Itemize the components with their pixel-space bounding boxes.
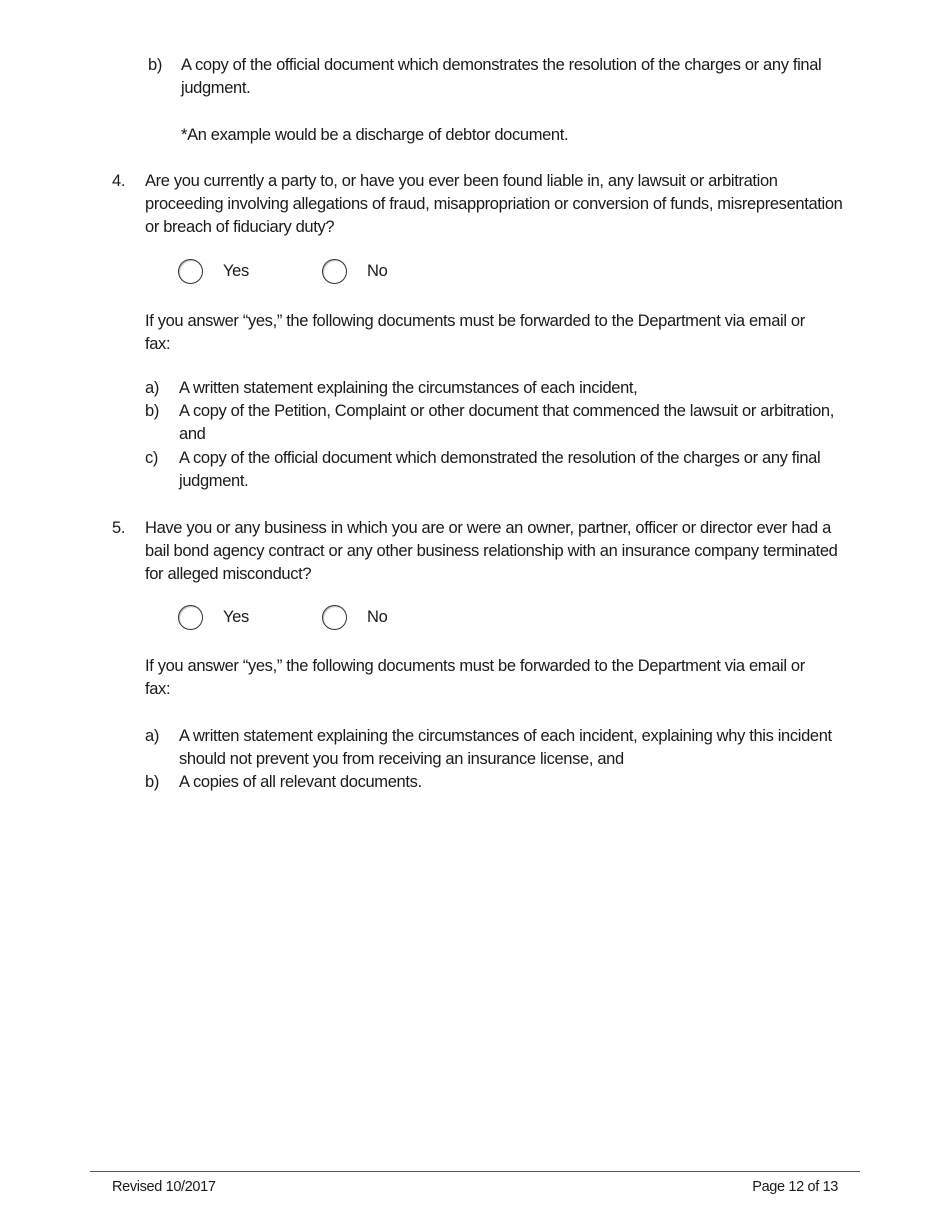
question-4-text: Are you currently a party to, or have you ever been found liable in, any lawsuit or arbitration proceeding involving allegations of fraud, misappropriation or conversion of funds, misrepresentation or breach of fiduciary duty? (145, 172, 843, 237)
list-item-text: A copy of the official document which demonstrated the resolution of the charges or any final judgment. (179, 448, 821, 490)
question-4-instruction: If you answer “yes,” the following documents must be forwarded to the Department via email or fax: (145, 312, 805, 354)
q5-yes-option[interactable] (178, 605, 249, 630)
question-5-number: 5. (112, 519, 126, 537)
q5-no-label: No (367, 607, 388, 626)
list-label-b: b) (148, 56, 162, 74)
q5-yes-label: Yes (223, 607, 249, 626)
list-item-text: A written statement explaining the circumstances of each incident, explaining why this incident should not prevent you from receiving an insurance license, and (179, 727, 832, 769)
q4-yes-label: Yes (223, 261, 249, 280)
q5-no-option[interactable] (322, 605, 387, 630)
question-4-document-list (145, 377, 835, 493)
question-5-document-list (145, 725, 845, 795)
list-item (145, 725, 845, 771)
list-item-label: c) (145, 448, 159, 467)
list-item (145, 447, 835, 493)
question-5-text: Have you or any business in which you are or were an owner, partner, officer or director ever had a bail bond agency contract or any other business relationship with an insurance company terminated for alleged misconduct? (145, 519, 838, 584)
list-item (145, 771, 845, 794)
footer-divider (90, 1171, 860, 1172)
list-item-label: a) (145, 379, 159, 397)
list-item (145, 377, 835, 400)
q4-yes-option[interactable] (178, 259, 249, 284)
list-item-label: b) (145, 773, 159, 792)
q4-yes-radio[interactable] (178, 259, 203, 284)
q5-yes-radio[interactable] (178, 605, 203, 630)
list-item-label: a) (145, 727, 159, 745)
example-note: *An example would be a discharge of debtor document. (181, 126, 569, 144)
list-item-text: A copies of all relevant documents. (179, 773, 422, 792)
footer-page-number: Page 12 of 13 (752, 1179, 838, 1195)
list-item-label: b) (145, 402, 159, 421)
q4-no-label: No (367, 261, 388, 280)
question-5-instruction: If you answer “yes,” the following documents must be forwarded to the Department via email or fax: (145, 657, 805, 699)
list-item-text: A written statement explaining the circumstances of each incident, (179, 379, 638, 397)
list-text-b: A copy of the official document which demonstrates the resolution of the charges or any final judgment. (181, 56, 822, 98)
q4-no-option[interactable] (322, 259, 387, 284)
footer-revised-date: Revised 10/2017 (112, 1179, 216, 1195)
list-item (145, 400, 835, 446)
q5-no-radio[interactable] (322, 605, 347, 630)
list-item-text: A copy of the Petition, Complaint or other document that commenced the lawsuit or arbitration, and (179, 402, 834, 444)
question-4-number: 4. (112, 172, 126, 190)
q4-no-radio[interactable] (322, 259, 347, 284)
